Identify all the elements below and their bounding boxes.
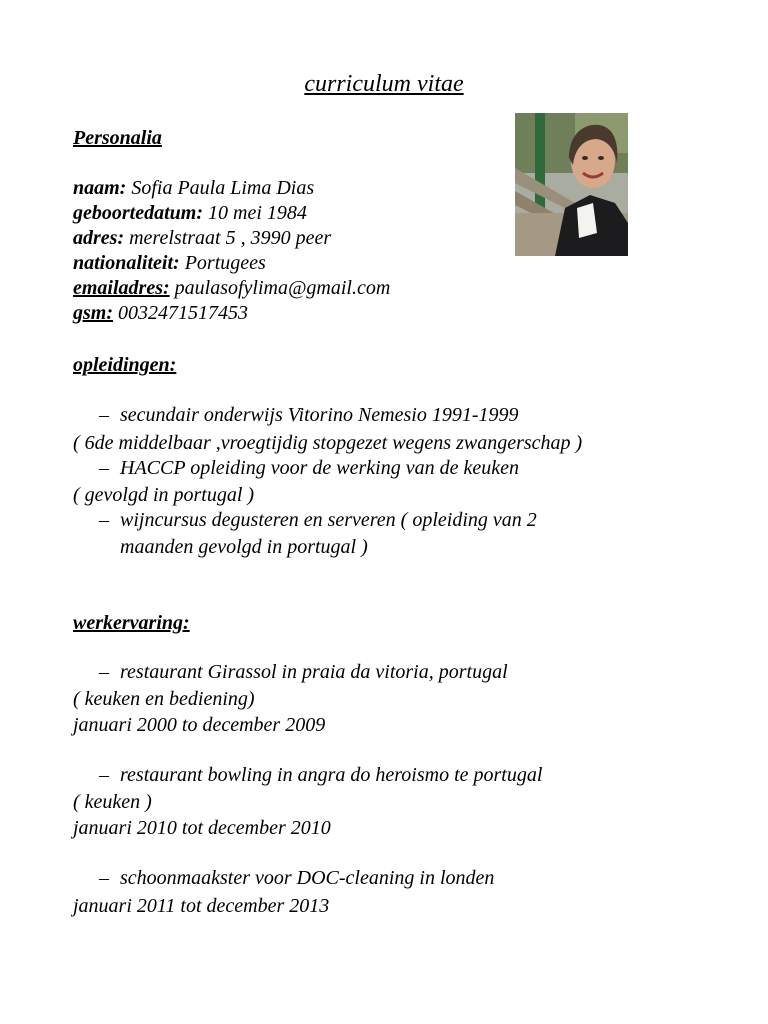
name-value: Sofia Paula Lima Dias xyxy=(126,177,315,199)
education-item-3-line2: maanden gevolgd in portugal ) xyxy=(120,536,368,558)
experience-item-1-period: januari 2000 to december 2009 xyxy=(73,714,326,736)
experience-item-3: schoonmaakster voor DOC-cleaning in londen xyxy=(120,867,495,889)
education-item-1: secundair onderwijs Vitorino Nemesio 1991-1999 xyxy=(120,404,519,426)
bullet-dash: – xyxy=(99,457,109,479)
experience-item-2-period: januari 2010 tot december 2010 xyxy=(73,817,331,839)
birthdate-value: 10 mei 1984 xyxy=(203,202,307,224)
personal-row-name xyxy=(73,177,314,200)
portrait-photo xyxy=(515,113,628,256)
personalia-heading: Personalia xyxy=(73,127,162,149)
nationality-value: Portugees xyxy=(179,252,266,274)
experience-item-1: restaurant Girassol in praia da vitoria, portugal xyxy=(120,661,508,683)
experience-item-1-detail: ( keuken en bediening) xyxy=(73,688,255,710)
personal-row-phone xyxy=(73,302,248,325)
education-item-3: wijncursus degusteren en serveren ( opleiding van 2 xyxy=(120,509,537,531)
personal-row-address xyxy=(73,227,331,250)
bullet-dash: – xyxy=(99,764,109,786)
bullet-dash: – xyxy=(99,404,109,426)
email-label: emailadres: xyxy=(73,277,170,299)
bullet-dash: – xyxy=(99,509,109,531)
birthdate-label: geboortedatum: xyxy=(73,202,203,224)
education-heading: opleidingen: xyxy=(73,354,177,376)
page-title: curriculum vitae xyxy=(304,71,464,97)
experience-item-3-period: januari 2011 tot december 2013 xyxy=(73,895,330,917)
bullet-dash: – xyxy=(99,867,109,889)
email-value: paulasofylima@gmail.com xyxy=(169,277,391,299)
education-item-2: HACCP opleiding voor de werking van de keuken xyxy=(120,457,519,479)
bullet-dash: – xyxy=(99,661,109,683)
personal-row-nationality xyxy=(73,252,266,275)
personal-row-birthdate xyxy=(73,202,307,225)
experience-heading: werkervaring: xyxy=(73,612,190,634)
name-label: naam: xyxy=(73,177,127,199)
address-label: adres: xyxy=(73,227,125,249)
experience-item-2-detail: ( keuken ) xyxy=(73,791,152,813)
education-item-2-detail: ( gevolgd in portugal ) xyxy=(73,484,255,506)
education-item-1-detail: ( 6de middelbaar ,vroegtijdig stopgezet wegens zwangerschap ) xyxy=(73,432,583,454)
personal-row-email xyxy=(73,277,390,300)
address-value: merelstraat 5 , 3990 peer xyxy=(124,227,332,249)
phone-value: 0032471517453 xyxy=(113,302,248,324)
phone-label: gsm: xyxy=(73,302,113,324)
nationality-label: nationaliteit: xyxy=(73,252,180,274)
portrait-photo-icon xyxy=(515,113,628,256)
experience-item-2: restaurant bowling in angra do heroismo te portugal xyxy=(120,764,543,786)
